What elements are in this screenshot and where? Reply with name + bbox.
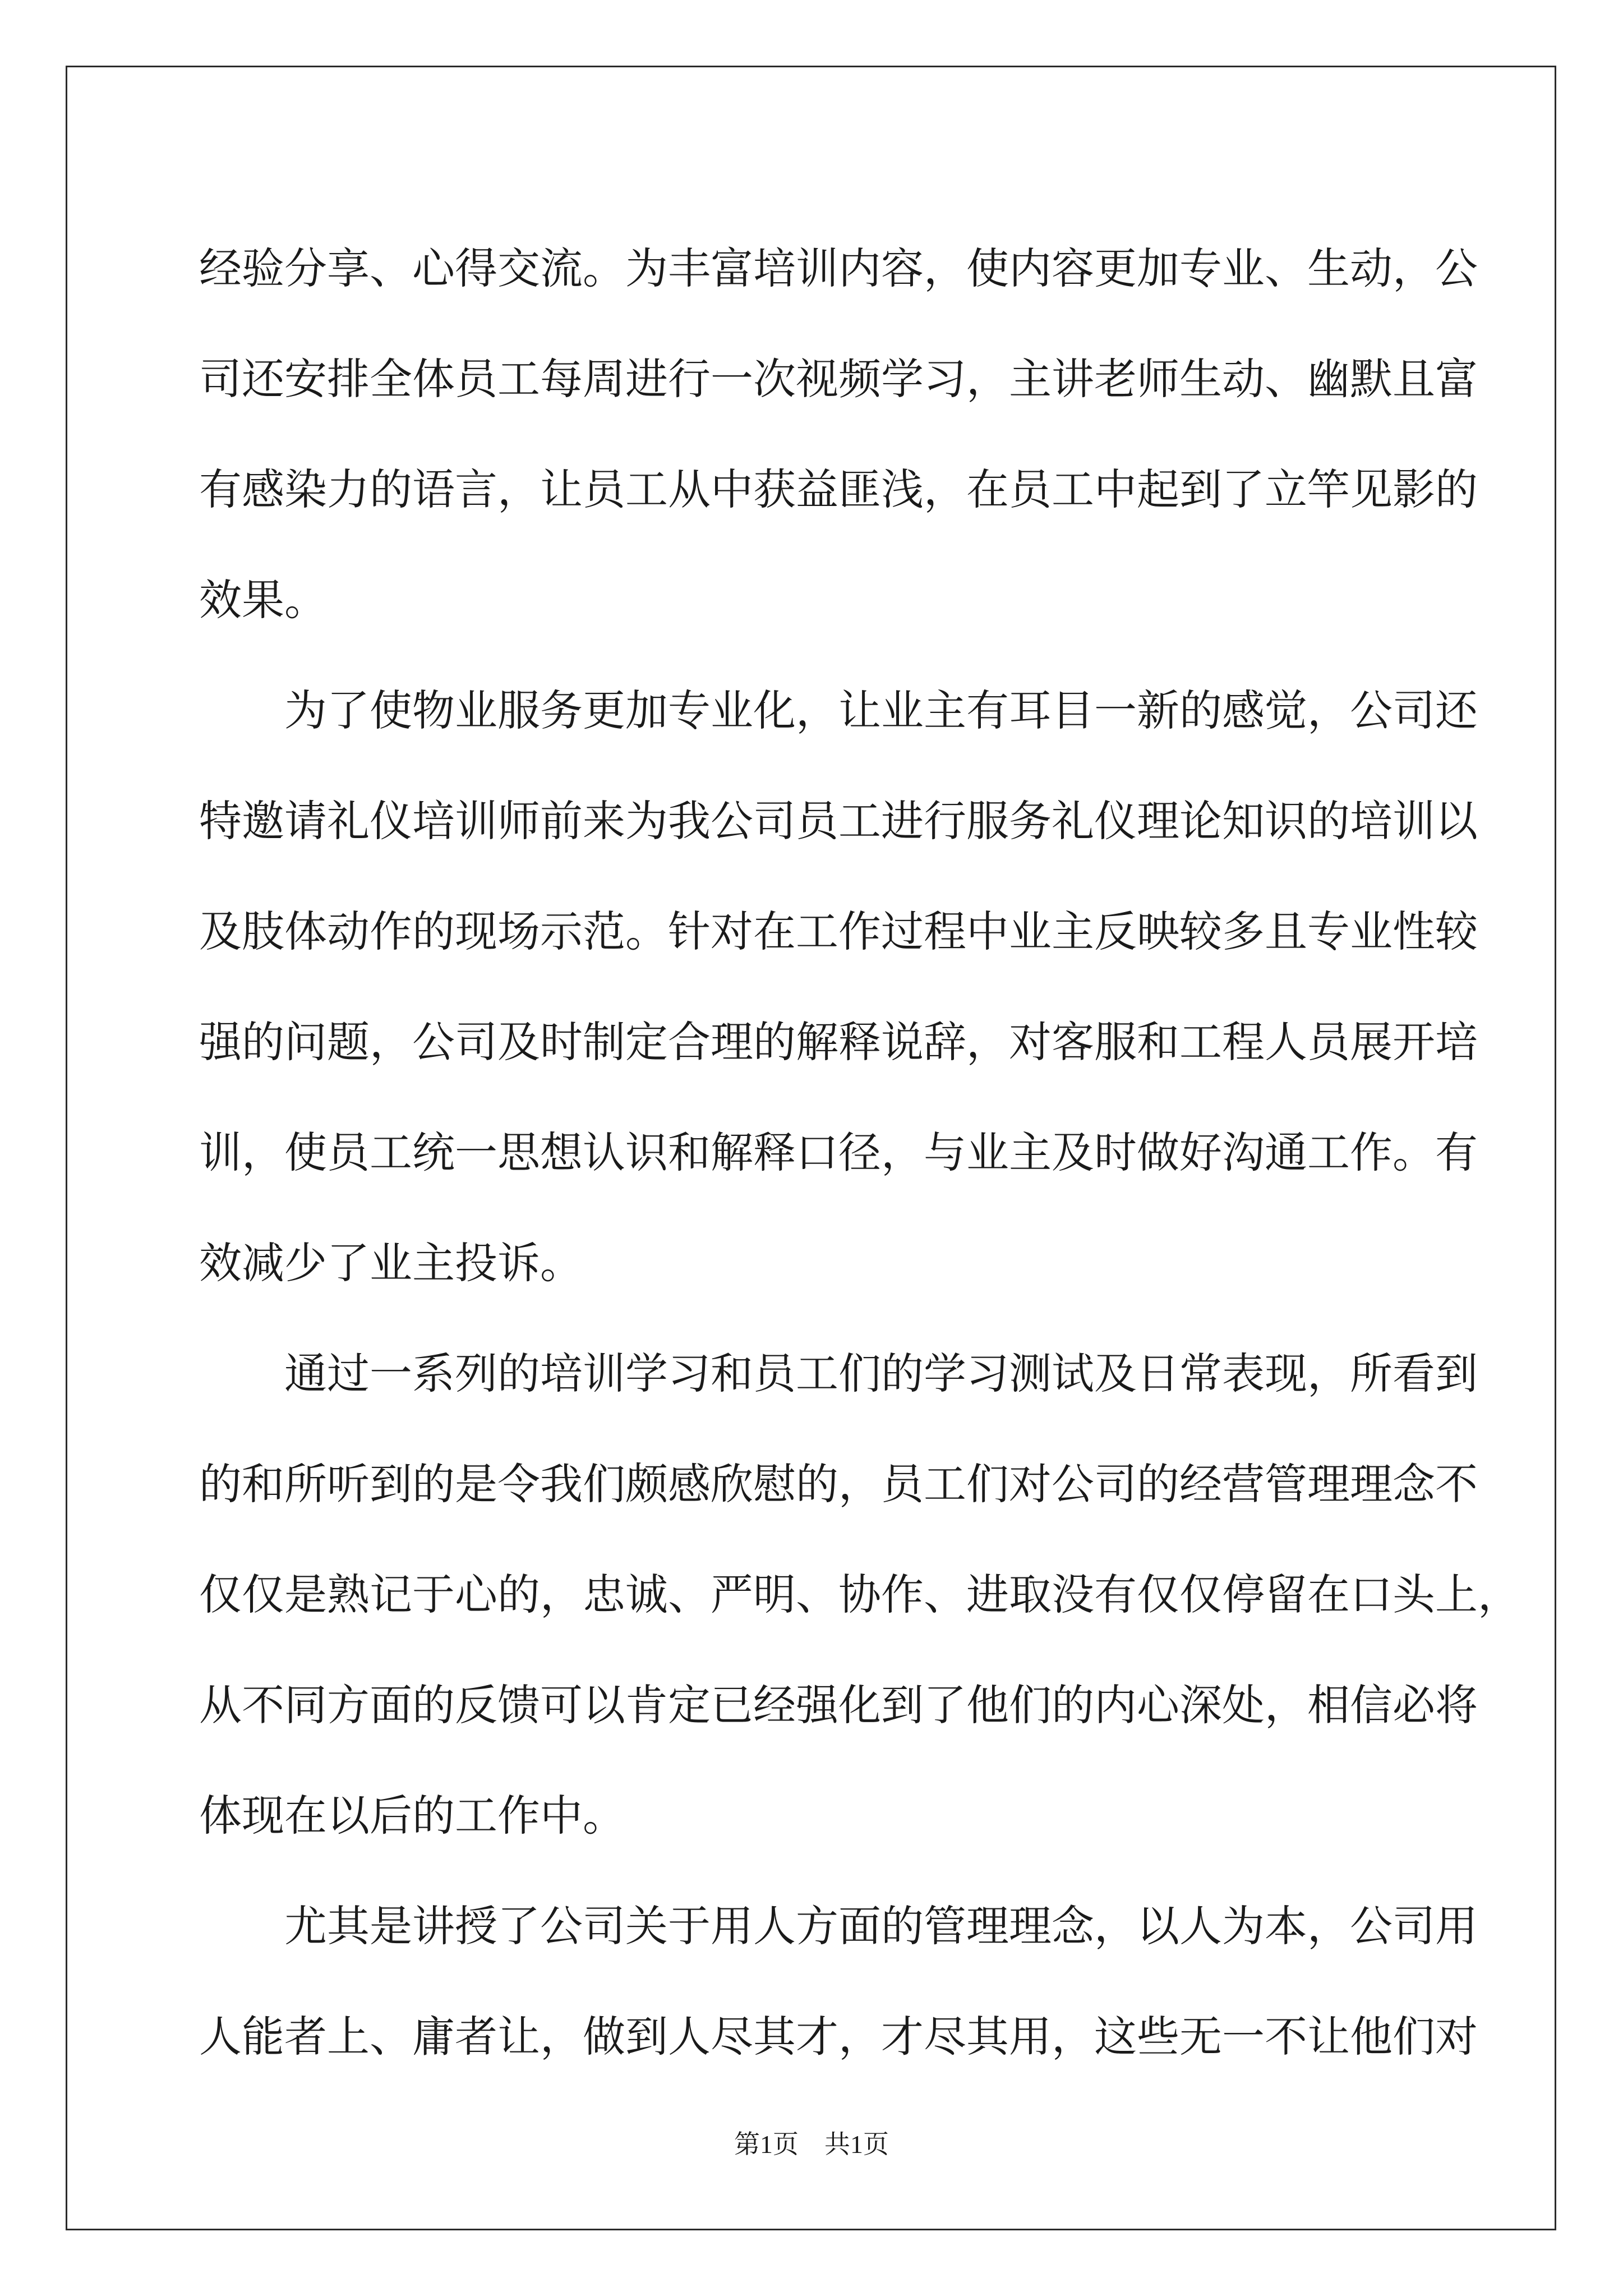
text-line: 为了使物业服务更加专业化，让业主有耳目一新的感觉，公司还 <box>284 685 1478 735</box>
text-line: 特邀请礼仪培训师前来为我公司员工进行服务礼仪理论知识的培训以 <box>199 796 1478 846</box>
page-number: 第1页 共1页 <box>734 2130 889 2159</box>
text-line: 及肢体动作的现场示范。针对在工作过程中业主反映较多且专业性较 <box>199 907 1478 956</box>
text-line: 司还安排全体员工每周进行一次视频学习，主讲老师生动、幽默且富 <box>199 354 1478 404</box>
text-line: 的和所听到的是令我们颇感欣慰的，员工们对公司的经营管理理念不 <box>199 1459 1478 1509</box>
text-line: 有感染力的语言，让员工从中获益匪浅，在员工中起到了立竿见影的 <box>199 464 1478 514</box>
text-line: 训，使员工统一思想认识和解释口径，与业主及时做好沟通工作。有 <box>199 1128 1478 1177</box>
text-line: 经验分享、心得交流。为丰富培训内容，使内容更加专业、生动，公 <box>199 243 1478 293</box>
text-line: 仅仅是熟记于心的，忠诚、严明、协作、进取没有仅仅停留在口头上， <box>199 1570 1520 1619</box>
document-body <box>199 213 1520 2092</box>
text-line: 人能者上、庸者让，做到人尽其才，才尽其用，这些无一不让他们对 <box>199 2012 1478 2062</box>
text-line: 效果。 <box>199 575 327 625</box>
text-line: 效减少了业主投诉。 <box>199 1238 583 1288</box>
text-line: 体现在以后的工作中。 <box>199 1791 625 1841</box>
text-line: 尤其是讲授了公司关于用人方面的管理理念，以人为本，公司用 <box>284 1901 1478 1951</box>
text-line: 通过一系列的培训学习和员工们的学习测试及日常表现，所看到 <box>284 1349 1478 1398</box>
text-line: 从不同方面的反馈可以肯定已经强化到了他们的内心深处，相信必将 <box>199 1680 1478 1730</box>
text-line: 强的问题，公司及时制定合理的解释说辞，对客服和工程人员展开培 <box>199 1017 1478 1067</box>
